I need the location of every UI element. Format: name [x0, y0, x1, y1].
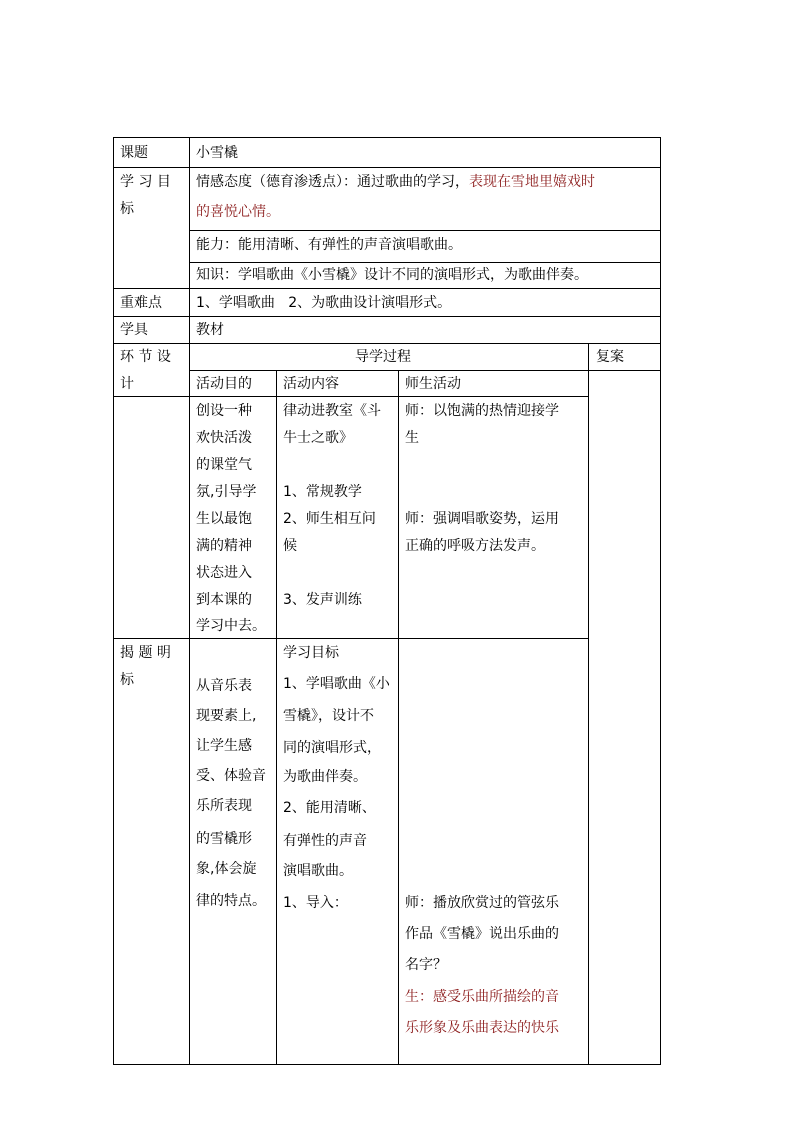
table-border: [113, 396, 588, 397]
content-column-header: 活动内容: [283, 376, 339, 392]
table-border: [276, 370, 277, 1065]
reveal-activity-line: 师：播放欣赏过的管弦乐: [405, 895, 559, 911]
reveal-purpose-line: 象,体会旋: [196, 861, 257, 877]
reveal-content-line: 演唱歌曲。: [283, 863, 353, 879]
intro-content-step: 1、常规教学: [283, 484, 362, 500]
table-border: [189, 137, 190, 1065]
reveal-section-label: 揭 题 明: [120, 645, 171, 661]
process-header: 导学过程: [355, 349, 411, 365]
topic-label: 课题: [120, 145, 148, 161]
section-label-cont: 计: [120, 376, 134, 392]
table-border: [660, 137, 661, 1065]
reveal-content-line: 为歌曲伴奏。: [283, 769, 367, 785]
intro-purpose-line: 氛,引导学: [196, 484, 257, 500]
reveal-content-line: 1、学唱歌曲《小: [283, 676, 390, 692]
goals-label: 学 习 目: [120, 174, 171, 190]
intro-activity-line: 正确的呼吸方法发声。: [405, 538, 545, 554]
reveal-purpose-line: 现要素上,: [196, 708, 257, 724]
intro-purpose-line: 状态进入: [196, 565, 252, 581]
intro-activity-line: 生: [405, 430, 419, 446]
intro-content-step: 2、师生相互问: [283, 511, 376, 527]
reveal-purpose-line: 律的特点。: [196, 893, 266, 909]
reveal-activity-line: 名字？: [405, 957, 447, 973]
table-border: [113, 638, 588, 639]
intro-purpose-line: 创设一种: [196, 403, 252, 419]
intro-purpose-line: 学习中去。: [196, 618, 266, 634]
intro-purpose-line: 生以最饱: [196, 511, 252, 527]
intro-activity-line: 师：以饱满的热情迎接学: [405, 403, 559, 419]
intro-activity-line: 师：强调唱歌姿势，运用: [405, 511, 559, 527]
emotion-goal-highlight-cont: 的喜悦心情。: [196, 204, 280, 220]
reveal-purpose-line: 受、体验音: [196, 768, 266, 784]
reveal-content-line: 2、能用清晰、: [283, 800, 376, 816]
key-points-label: 重难点: [120, 295, 162, 311]
tools-value: 教材: [196, 322, 224, 338]
activity-column-header: 师生活动: [405, 376, 461, 392]
reveal-content-line: 学习目标: [283, 645, 339, 661]
table-border: [113, 1064, 661, 1065]
intro-purpose-line: 到本课的: [196, 592, 252, 608]
intro-purpose-line: 满的精神: [196, 538, 252, 554]
intro-content-line: 牛士之歌》: [283, 430, 353, 446]
table-border: [190, 230, 661, 231]
reveal-content-line: 有弹性的声音: [283, 833, 367, 849]
intro-content-step: 3、发声训练: [283, 592, 362, 608]
reveal-content-line: 同的演唱形式，: [283, 740, 381, 756]
tools-label: 学具: [120, 322, 148, 338]
knowledge-goal: 知识：学唱歌曲《小雪橇》设计不同的演唱形式，为歌曲伴奏。: [196, 267, 588, 283]
key-points-value: 1、学唱歌曲 2、为歌曲设计演唱形式。: [196, 295, 452, 311]
reveal-student-line: 生：感受乐曲所描绘的音: [405, 989, 559, 1005]
intro-purpose-line: 欢快活泼: [196, 430, 252, 446]
purpose-column-header: 活动目的: [196, 376, 252, 392]
emotion-goal-highlight: 表现在雪地里嬉戏时: [469, 174, 595, 190]
reveal-purpose-line: 让学生感: [196, 738, 252, 754]
table-border: [113, 137, 114, 1065]
reveal-purpose-line: 的雪橇形: [196, 831, 252, 847]
table-border: [113, 167, 661, 168]
ability-goal: 能力：能用清晰、有弹性的声音演唱歌曲。: [196, 237, 462, 253]
intro-purpose-line: 的课堂气: [196, 457, 252, 473]
intro-content-step: 候: [283, 538, 297, 554]
reveal-content-line: 雪橇》，设计不: [283, 708, 374, 724]
emotion-goal: [196, 169, 595, 196]
table-border: [588, 343, 589, 1065]
section-label: 环 节 设: [120, 349, 171, 365]
table-border: [113, 137, 661, 138]
goals-label-cont: 标: [120, 201, 134, 217]
reveal-section-label-cont: 标: [120, 672, 134, 688]
review-header: 复案: [596, 349, 624, 365]
intro-content-line: 律动进教室《斗: [283, 403, 381, 419]
emotion-goal-prefix: 情感态度（德育渗透点）：通过歌曲的学习，: [196, 174, 469, 190]
reveal-content-line: 1、导入：: [283, 895, 348, 911]
reveal-purpose-line: 从音乐表: [196, 678, 252, 694]
reveal-student-line: 乐形象及乐曲表达的快乐: [405, 1020, 559, 1036]
reveal-purpose-line: 乐所表现: [196, 798, 252, 814]
reveal-activity-line: 作品《雪橇》说出乐曲的: [405, 926, 559, 942]
topic-value: 小雪橇: [196, 145, 238, 161]
table-border: [398, 370, 399, 1065]
